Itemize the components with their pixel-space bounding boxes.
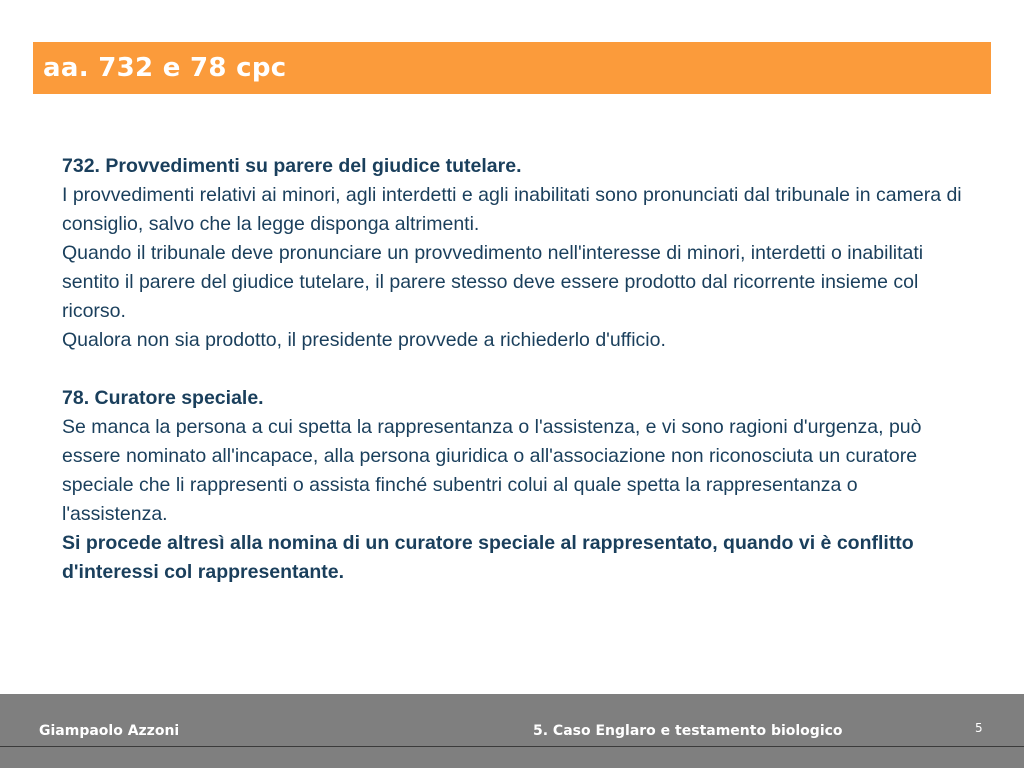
article-78-paragraph-1: Se manca la persona a cui spetta la rappresentanza o l'assistenza, e vi sono ragioni d'urgenza, può essere nominato all'incapace, alla persona giuridica o all'associazione non riconosciuta un curatore speciale che li rappresenti o assista finché subentri colui al quale spetta la rappresentanza o l'assistenza. (62, 416, 922, 525)
footer-bar (0, 694, 1024, 768)
page-number: 5 (975, 721, 983, 735)
article-78-paragraph-2: Si procede altresì alla nomina di un curatore speciale al rappresentato, quando vi è conflitto d'interessi col rappresentante. (62, 532, 914, 583)
slide-title: aa. 732 e 78 cpc (43, 53, 287, 83)
slide-content (62, 152, 962, 587)
article-732-paragraph-2: Quando il tribunale deve pronunciare un provvedimento nell'interesse di minori, interdetti o inabilitati sentito il parere del giudice tutelare, il parere stesso deve essere prodotto dal ricorrente insieme col ricorso. (62, 242, 924, 322)
section-spacer (62, 355, 962, 384)
article-732-paragraph-3: Qualora non sia prodotto, il presidente provvede a richiederlo d'ufficio. (62, 329, 666, 351)
footer-section-title: 5. Caso Englaro e testamento biologico (533, 723, 843, 739)
article-732-heading: 732. Provvedimenti su parere del giudice tutelare. (62, 155, 522, 177)
footer-divider (0, 746, 1024, 747)
title-bar (33, 42, 991, 94)
footer-author: Giampaolo Azzoni (39, 723, 180, 739)
article-78-heading: 78. Curatore speciale. (62, 387, 264, 409)
article-732-paragraph-1: I provvedimenti relativi ai minori, agli interdetti e agli inabilitati sono pronunciati dal tribunale in camera di consiglio, salvo che la legge disponga altrimenti. (62, 184, 962, 235)
